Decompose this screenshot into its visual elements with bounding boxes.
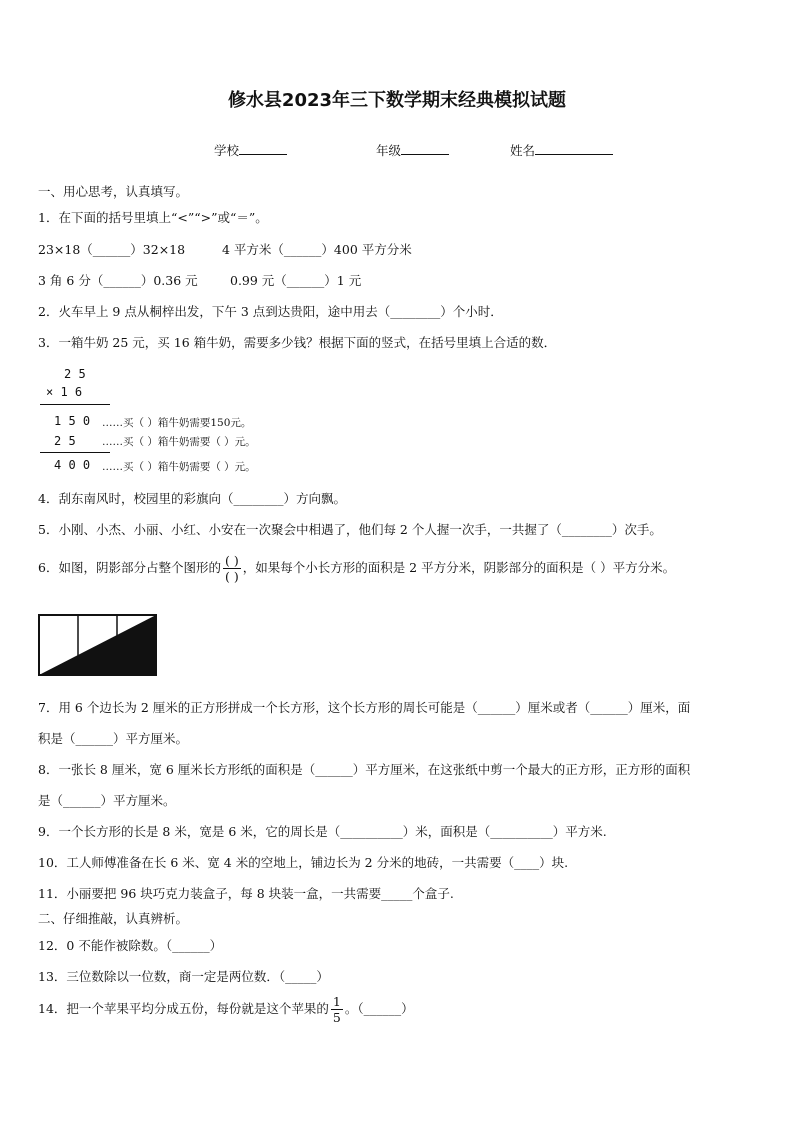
question-6-text-pre: 6．如图，阴影部分占整个图形的 xyxy=(38,560,221,575)
vertical-note-3: ……买（ ）箱牛奶需要150元。 xyxy=(102,417,252,429)
fraction-denominator: ( ) xyxy=(224,569,239,584)
question-1d: 0.99 元（______）1 元 xyxy=(230,273,362,288)
grade-label: 年级 xyxy=(376,143,402,158)
vertical-rule-1 xyxy=(40,404,110,405)
fraction-denominator: 5 xyxy=(332,1010,341,1025)
question-14 xyxy=(38,994,414,1025)
vertical-note-4: ……买（ ）箱牛奶需要（ ）元。 xyxy=(102,436,256,448)
question-1a: 23×18（______）32×18 xyxy=(38,242,186,257)
question-13: 13．三位数除以一位数，商一定是两位数．（_____） xyxy=(38,969,329,984)
question-8-line-1: 8．一张长 8 厘米，宽 6 厘米长方形纸的面积是（______）平方厘米，在这张纸中剪一个最大的正方形，正方形的面积 xyxy=(38,762,691,777)
question-6-fraction xyxy=(223,553,241,584)
question-14-fraction xyxy=(331,994,343,1025)
name-field xyxy=(510,141,613,159)
question-10: 10．工人师傅准备在长 6 米、宽 4 米的空地上，铺边长为 2 分米的地砖，一共需要（____）块. xyxy=(38,855,569,870)
school-field xyxy=(214,141,287,159)
question-6-text-post: ，如果每个小长方形的面积是 2 平方分米，阴影部分的面积是（ ）平方分米。 xyxy=(242,560,676,575)
school-blank[interactable] xyxy=(239,142,287,155)
grade-field xyxy=(376,141,449,159)
school-label: 学校 xyxy=(214,143,240,158)
question-11: 11．小丽要把 96 块巧克力装盒子，每 8 块装一盒，一共需要_____个盒子. xyxy=(38,886,454,901)
question-3: 3．一箱牛奶 25 元，买 16 箱牛奶，需要多少钱？根据下面的竖式，在括号里填上合适的数． xyxy=(38,335,557,350)
vertical-row-4: 2 5 xyxy=(54,434,76,448)
vertical-row-5: 4 0 0 xyxy=(54,458,91,472)
question-7-line-2: 积是（______）平方厘米。 xyxy=(38,731,189,746)
question-12: 12．0 不能作被除数。（______） xyxy=(38,938,223,953)
question-2: 2．火车早上 9 点从桐梓出发，下午 3 点到达贵阳，途中用去（________）个小时． xyxy=(38,304,503,319)
vertical-row-1: 2 5 xyxy=(64,367,86,381)
question-4: 4．刮东南风时，校园里的彩旗向（________）方向飘。 xyxy=(38,491,346,506)
question-6 xyxy=(38,553,675,584)
grade-blank[interactable] xyxy=(401,142,449,155)
question-5: 5．小刚、小杰、小丽、小红、小安在一次聚会中相遇了，他们每 2 个人握一次手，一共握了（________）次手。 xyxy=(38,522,662,537)
fraction-numerator: ( ) xyxy=(224,553,239,568)
name-label: 姓名 xyxy=(510,143,536,158)
name-blank[interactable] xyxy=(535,142,613,155)
section-1-heading: 一、用心思考，认真填写。 xyxy=(38,184,189,199)
question-8-line-2: 是（______）平方厘米。 xyxy=(38,793,176,808)
page-title: 修水县2023年三下数学期末经典模拟试题 xyxy=(227,90,567,111)
question-1: 1．在下面的括号里填上“<”“>”或“＝”。 xyxy=(38,210,268,225)
shaded-figure xyxy=(38,614,158,676)
question-14-text-pre: 14．把一个苹果平均分成五份，每份就是这个苹果的 xyxy=(38,1001,329,1016)
question-1c: 3 角 6 分（______）0.36 元 xyxy=(38,273,198,288)
vertical-row-2: × 1 6 xyxy=(46,385,83,399)
vertical-note-5: ……买（ ）箱牛奶需要（ ）元。 xyxy=(102,461,256,473)
section-2-heading: 二、仔细推敲，认真辨析。 xyxy=(38,911,189,926)
question-9: 9．一个长方形的长是 8 米，宽是 6 米，它的周长是（__________）米，面积是（__________）平方米. xyxy=(38,824,607,839)
question-1b: 4 平方米（______）400 平方分米 xyxy=(222,242,412,257)
question-7-line-1: 7．用 6 个边长为 2 厘米的正方形拼成一个长方形，这个长方形的周长可能是（______）厘米或者（______）厘米，面 xyxy=(38,700,691,715)
vertical-rule-2 xyxy=(40,452,110,453)
question-14-text-post: 。（______） xyxy=(344,1001,414,1016)
fraction-numerator: 1 xyxy=(332,994,341,1009)
vertical-row-3: 1 5 0 xyxy=(54,414,91,428)
